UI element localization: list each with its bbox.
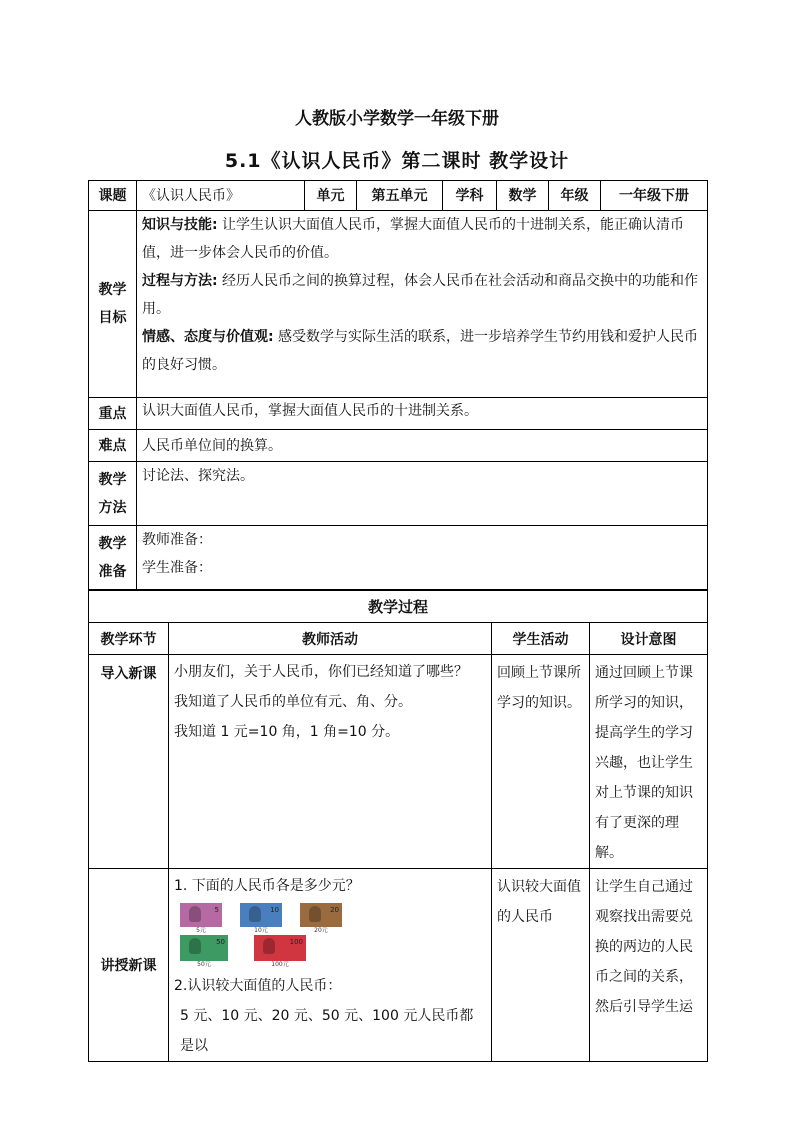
teacher-activity-new [169, 869, 492, 1062]
goals-content [137, 211, 708, 398]
banknote-100-image: 100 100元 [254, 935, 306, 961]
goal-attitude-text: 感受数学与实际生活的联系，进一步培养学生节约用钱和爱护人民币的良好习惯。 [142, 329, 699, 373]
prep-teacher: 教师准备： [142, 532, 212, 548]
banknote-row-2 [180, 935, 486, 968]
document-subtitle: 5.1《认识人民币》第二课时 教学设计 [224, 150, 570, 172]
topic-row [89, 181, 708, 211]
table-row [89, 869, 708, 1062]
goal-process-text: 经历人民币之间的换算过程，体会人民币在社会活动和商品交换中的功能和作用。 [142, 273, 699, 317]
lesson-info-table [88, 180, 708, 590]
goal-attitude-head: 情感、态度与价值观: [142, 329, 274, 345]
goals-label-line2: 目标 [98, 310, 127, 326]
col-intent-header: 设计意图 [590, 623, 708, 655]
teacher-activity-intro [169, 655, 492, 869]
stage-new: 讲授新课 [89, 869, 169, 1062]
teacher-new-question: 1. 下面的人民币各是多少元？ [174, 878, 360, 894]
process-heading-row [89, 591, 708, 623]
key-row [89, 398, 708, 430]
col-stage-header: 教学环节 [89, 623, 169, 655]
unit-value: 第五单元 [357, 181, 443, 211]
design-intent-intro: 通过回顾上节课所学习的知识，提高学生的学习兴趣，也让学生对上节课的知识有了更深的理解。 [590, 655, 708, 869]
goal-process-head: 过程与方法: [142, 273, 218, 289]
student-activity-new: 认识较大面值的人民币 [492, 869, 590, 1062]
student-activity-intro: 回顾上节课所学习的知识。 [492, 655, 590, 869]
method-label [89, 462, 137, 526]
method-label-line1: 教学 [98, 471, 127, 488]
goal-knowledge-head: 知识与技能: [142, 217, 218, 233]
document-title: 人教版小学数学一年级下册 [295, 109, 499, 129]
banknote-50-image: 50 50元 [180, 935, 228, 961]
teacher-intro-line1: 小朋友们，关于人民币，你们已经知道了哪些？ [174, 664, 468, 680]
method-label-line2: 方法 [98, 499, 127, 516]
teacher-intro-line3: 我知道 1 元=10 角，1 角=10 分。 [174, 724, 400, 740]
process-header-row [89, 623, 708, 655]
method-row [89, 462, 708, 526]
grade-value: 一年级下册 [601, 181, 708, 211]
key-label: 重点 [89, 398, 137, 430]
subject-value: 数学 [497, 181, 549, 211]
subject-label: 学科 [443, 181, 497, 211]
teacher-new-point2-detail: 5 元、10 元、20 元、50 元、100 元人民币都是以 [180, 1008, 474, 1054]
difficult-row [89, 430, 708, 462]
col-student-header: 学生活动 [492, 623, 590, 655]
process-table [88, 590, 708, 1062]
goals-label-line1: 教学 [98, 282, 127, 298]
banknote-20-image: 20 20元 [300, 903, 342, 927]
method-value: 讨论法、探究法。 [137, 462, 708, 526]
goal-knowledge [142, 211, 702, 267]
col-teacher-header: 教师活动 [169, 623, 492, 655]
prep-label-line1: 教学 [98, 535, 127, 552]
difficult-value: 人民币单位间的换算。 [137, 430, 708, 462]
goals-label [89, 211, 137, 398]
prep-content [137, 526, 708, 590]
banknote-10-image: 10 10元 [240, 903, 282, 927]
teacher-new-point2: 2.认识较大面值的人民币： [174, 978, 342, 994]
table-row [89, 655, 708, 869]
key-value: 认识大面值人民币，掌握大面值人民币的十进制关系。 [137, 398, 708, 430]
prep-student: 学生准备： [142, 560, 212, 576]
goal-process [142, 267, 702, 323]
topic-label: 课题 [89, 181, 137, 211]
grade-label: 年级 [549, 181, 601, 211]
goal-knowledge-text: 让学生认识大面值人民币，掌握大面值人民币的十进制关系，能正确认清币值，进一步体会人民币的价值。 [142, 217, 685, 261]
teacher-intro-line2: 我知道了人民币的单位有元、角、分。 [174, 694, 412, 710]
banknote-row-1 [180, 903, 486, 934]
prep-label-line2: 准备 [98, 563, 127, 580]
unit-label: 单元 [305, 181, 357, 211]
prep-row [89, 526, 708, 590]
process-heading: 教学过程 [89, 591, 708, 623]
topic-value: 《认识人民币》 [137, 181, 305, 211]
design-intent-new: 让学生自己通过观察找出需要兑换的两边的人民币之间的关系，然后引导学生运 [590, 869, 708, 1062]
goals-row [89, 211, 708, 398]
goal-attitude [142, 323, 702, 379]
prep-label [89, 526, 137, 590]
difficult-label: 难点 [89, 430, 137, 462]
stage-intro: 导入新课 [89, 655, 169, 869]
banknote-5-image: 5 5元 [180, 903, 222, 927]
